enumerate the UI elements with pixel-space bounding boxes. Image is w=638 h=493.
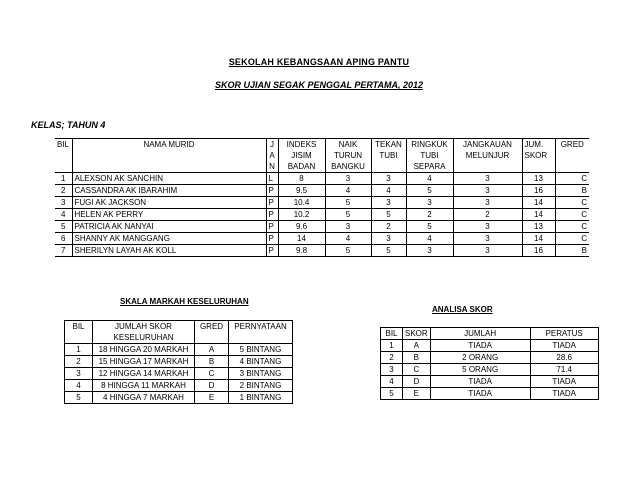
analisa-row — [381, 352, 599, 364]
score-table — [55, 138, 589, 257]
header-jan-3: N — [266, 161, 278, 173]
header-jan-2: A — [266, 150, 278, 161]
bil-cell: 1 — [55, 173, 72, 185]
ringkuk-cell: 2 — [406, 209, 453, 221]
skala-row — [65, 392, 293, 404]
tekan-tubi-cell: 4 — [371, 185, 406, 197]
jantina-cell: P — [266, 245, 278, 257]
naik-turun-cell: 3 — [325, 221, 371, 233]
skala-jumlah-cell: 18 HINGGA 20 MARKAH — [93, 344, 195, 356]
skala-bil-cell: 5 — [65, 392, 93, 404]
header-tekan-2: TUBI — [371, 150, 406, 161]
analisa-bil-cell: 2 — [381, 352, 403, 364]
analisa-header-peratus: PERATUS — [530, 328, 598, 340]
skala-pernyataan-cell: 5 BINTANG — [229, 344, 293, 356]
header-nama: NAMA MURID — [72, 139, 266, 151]
analisa-bil-cell: 3 — [381, 364, 403, 376]
analisa-header-bil: BIL — [381, 328, 403, 340]
skala-bil-cell: 4 — [65, 380, 93, 392]
analisa-peratus-cell: 71.4 — [530, 364, 598, 376]
jangkauan-cell: 3 — [453, 197, 522, 209]
jumlah-skor-cell: 16 — [522, 185, 555, 197]
analisa-row — [381, 376, 599, 388]
class-label: KELAS; TAHUN 4 — [31, 120, 106, 130]
header-ringkuk: RINGKUK — [406, 139, 453, 151]
gred-cell: C — [555, 233, 589, 245]
analisa-peratus-cell: TIADA — [530, 340, 598, 352]
jantina-cell: P — [266, 233, 278, 245]
tekan-tubi-cell: 3 — [371, 173, 406, 185]
indeks-cell: 9.6 — [278, 221, 325, 233]
jantina-cell: P — [266, 185, 278, 197]
jantina-cell: P — [266, 221, 278, 233]
skala-gred-cell: C — [195, 368, 229, 380]
header-indeks: INDEKS — [278, 139, 325, 151]
header-tekan: TEKAN — [371, 139, 406, 151]
tekan-tubi-cell: 3 — [371, 233, 406, 245]
analisa-peratus-cell: 28.6 — [530, 352, 598, 364]
tekan-tubi-cell: 2 — [371, 221, 406, 233]
analisa-bil-cell: 1 — [381, 340, 403, 352]
analisa-jumlah-cell: 5 ORANG — [430, 364, 530, 376]
analisa-peratus-cell: TIADA — [530, 376, 598, 388]
bil-cell: 2 — [55, 185, 72, 197]
student-row — [55, 245, 589, 257]
jangkauan-cell: 3 — [453, 185, 522, 197]
student-row — [55, 233, 589, 245]
bil-cell: 4 — [55, 209, 72, 221]
skala-jumlah-cell: 8 HINGGA 11 MARKAH — [93, 380, 195, 392]
analisa-skor-cell: E — [403, 388, 431, 400]
jumlah-skor-cell: 13 — [522, 173, 555, 185]
jangkauan-cell: 3 — [453, 233, 522, 245]
nama-cell: CASSANDRA AK IBARAHIM — [72, 185, 266, 197]
skala-header-bil: BIL — [65, 321, 93, 344]
gred-cell: B — [555, 245, 589, 257]
indeks-cell: 9.8 — [278, 245, 325, 257]
jumlah-skor-cell: 13 — [522, 221, 555, 233]
ringkuk-cell: 4 — [406, 173, 453, 185]
header-jangkauan: JANGKAUAN — [453, 139, 522, 151]
student-row — [55, 173, 589, 185]
document-title: SEKOLAH KEBANGSAAN APING PANTU — [228, 57, 410, 67]
skala-pernyataan-cell: 2 BINTANG — [229, 380, 293, 392]
analisa-peratus-cell: TIADA — [530, 388, 598, 400]
skala-bil-cell: 1 — [65, 344, 93, 356]
jantina-cell: L — [266, 173, 278, 185]
gred-cell: B — [555, 185, 589, 197]
analisa-bil-cell: 4 — [381, 376, 403, 388]
nama-cell: SHERILYN LAYAH AK KOLL — [72, 245, 266, 257]
header-gred: GRED — [555, 139, 589, 151]
analisa-bil-cell: 5 — [381, 388, 403, 400]
header-jan: J — [266, 139, 278, 151]
analisa-table — [380, 327, 599, 400]
jangkauan-cell: 3 — [453, 221, 522, 233]
nama-cell: ALEXSON AK SANCHIN — [72, 173, 266, 185]
analisa-row — [381, 340, 599, 352]
header-bil: BIL — [55, 139, 72, 151]
nama-cell: PATRICIA AK NANYAI — [72, 221, 266, 233]
jangkauan-cell: 3 — [453, 173, 522, 185]
header-jum: JUM. — [522, 139, 555, 151]
analisa-header-skor: SKOR — [403, 328, 431, 340]
header-naik: NAIK — [325, 139, 371, 151]
skala-header-gred: GRED — [195, 321, 229, 344]
skala-header-jumlah: JUMLAH SKOR KESELURUHAN — [93, 321, 195, 344]
skala-header-row — [65, 321, 293, 344]
jantina-cell: P — [266, 209, 278, 221]
header-row — [55, 139, 589, 151]
student-row — [55, 197, 589, 209]
skala-header-pernyataan: PERNYATAAN — [229, 321, 293, 344]
header-ringkuk-3: SEPARA — [406, 161, 453, 173]
skala-gred-cell: D — [195, 380, 229, 392]
ringkuk-cell: 3 — [406, 197, 453, 209]
nama-cell: SHANNY AK MANGGANG — [72, 233, 266, 245]
student-row — [55, 209, 589, 221]
header-row-3 — [55, 161, 589, 173]
indeks-cell: 9.5 — [278, 185, 325, 197]
analisa-skor-cell: B — [403, 352, 431, 364]
skala-jumlah-cell: 12 HINGGA 14 MARKAH — [93, 368, 195, 380]
student-row — [55, 185, 589, 197]
bil-cell: 6 — [55, 233, 72, 245]
bil-cell: 3 — [55, 197, 72, 209]
skala-jumlah-cell: 15 HINGGA 17 MARKAH — [93, 356, 195, 368]
skala-row — [65, 344, 293, 356]
naik-turun-cell: 5 — [325, 209, 371, 221]
skala-gred-cell: A — [195, 344, 229, 356]
naik-turun-cell: 5 — [325, 197, 371, 209]
ringkuk-cell: 4 — [406, 233, 453, 245]
ringkuk-cell: 5 — [406, 221, 453, 233]
naik-turun-cell: 4 — [325, 185, 371, 197]
tekan-tubi-cell: 3 — [371, 197, 406, 209]
header-jangkauan-2: MELUNJUR — [453, 150, 522, 161]
nama-cell: FUGI AK JACKSON — [72, 197, 266, 209]
analisa-header-row — [381, 328, 599, 340]
header-naik-3: BANGKU — [325, 161, 371, 173]
naik-turun-cell: 3 — [325, 173, 371, 185]
skala-pernyataan-cell: 3 BINTANG — [229, 368, 293, 380]
header-indeks-2: JISIM — [278, 150, 325, 161]
header-indeks-3: BADAN — [278, 161, 325, 173]
skala-row — [65, 356, 293, 368]
header-ringkuk-2: TUBI — [406, 150, 453, 161]
analisa-skor-cell: D — [403, 376, 431, 388]
bil-cell: 7 — [55, 245, 72, 257]
skala-pernyataan-cell: 4 BINTANG — [229, 356, 293, 368]
jumlah-skor-cell: 14 — [522, 197, 555, 209]
header-jum-2: SKOR — [522, 150, 555, 161]
header-row-2 — [55, 150, 589, 161]
skala-gred-cell: B — [195, 356, 229, 368]
analisa-jumlah-cell: TIADA — [430, 340, 530, 352]
nama-cell: HELEN AK PERRY — [72, 209, 266, 221]
analisa-title: ANALISA SKOR — [432, 305, 493, 314]
tekan-tubi-cell: 5 — [371, 209, 406, 221]
naik-turun-cell: 4 — [325, 233, 371, 245]
jumlah-skor-cell: 14 — [522, 233, 555, 245]
gred-cell: C — [555, 173, 589, 185]
jangkauan-cell: 2 — [453, 209, 522, 221]
naik-turun-cell: 5 — [325, 245, 371, 257]
analisa-skor-cell: C — [403, 364, 431, 376]
header-naik-2: TURUN — [325, 150, 371, 161]
skala-row — [65, 380, 293, 392]
analisa-jumlah-cell: TIADA — [430, 376, 530, 388]
analisa-row — [381, 388, 599, 400]
analisa-jumlah-cell: 2 ORANG — [430, 352, 530, 364]
skala-gred-cell: E — [195, 392, 229, 404]
ringkuk-cell: 5 — [406, 185, 453, 197]
jumlah-skor-cell: 16 — [522, 245, 555, 257]
ringkuk-cell: 3 — [406, 245, 453, 257]
gred-cell: C — [555, 221, 589, 233]
bil-cell: 5 — [55, 221, 72, 233]
skala-bil-cell: 3 — [65, 368, 93, 380]
analisa-jumlah-cell: TIADA — [430, 388, 530, 400]
skala-bil-cell: 2 — [65, 356, 93, 368]
skala-jumlah-cell: 4 HINGGA 7 MARKAH — [93, 392, 195, 404]
document-subtitle: SKOR UJIAN SEGAK PENGGAL PERTAMA, 2012 — [214, 80, 424, 90]
analisa-header-jumlah: JUMLAH — [430, 328, 530, 340]
analisa-skor-cell: A — [403, 340, 431, 352]
gred-cell: C — [555, 197, 589, 209]
jangkauan-cell: 3 — [453, 245, 522, 257]
indeks-cell: 8 — [278, 173, 325, 185]
indeks-cell: 10.4 — [278, 197, 325, 209]
jumlah-skor-cell: 14 — [522, 209, 555, 221]
analisa-row — [381, 364, 599, 376]
tekan-tubi-cell: 5 — [371, 245, 406, 257]
skala-pernyataan-cell: 1 BINTANG — [229, 392, 293, 404]
jantina-cell: P — [266, 197, 278, 209]
indeks-cell: 10.2 — [278, 209, 325, 221]
skala-table — [64, 320, 293, 404]
indeks-cell: 14 — [278, 233, 325, 245]
skala-row — [65, 368, 293, 380]
gred-cell: C — [555, 209, 589, 221]
skala-title: SKALA MARKAH KESELURUHAN — [120, 297, 249, 306]
student-row — [55, 221, 589, 233]
